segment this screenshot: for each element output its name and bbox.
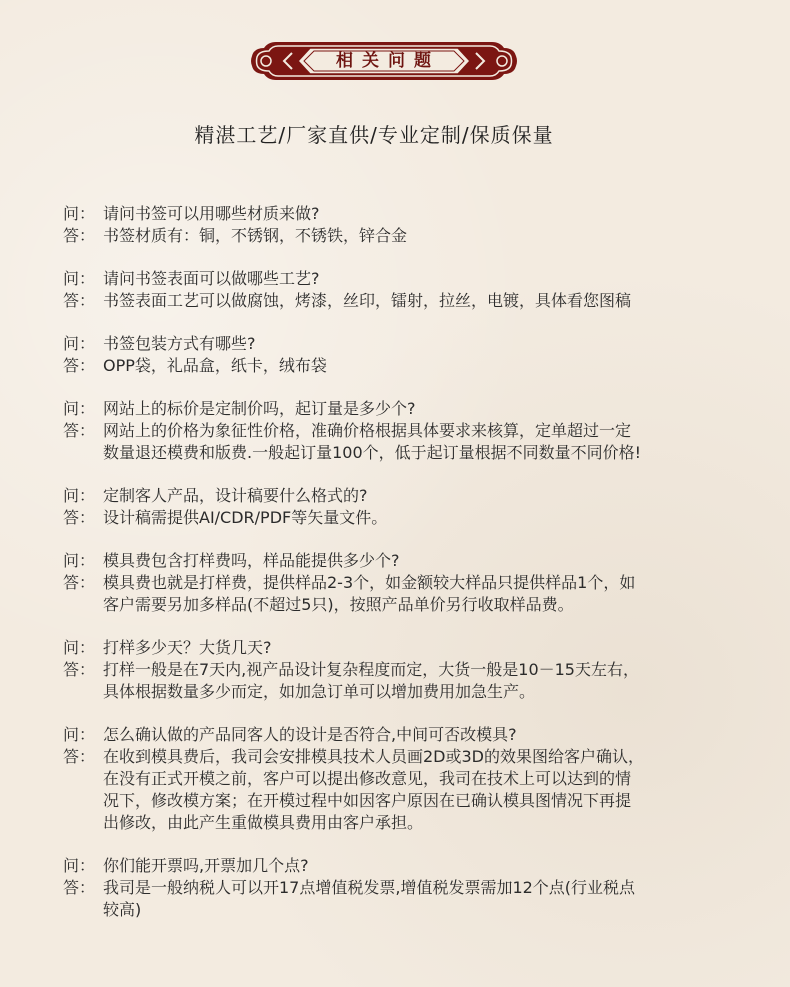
question-text: 网站上的标价是定制价吗，起订量是多少个? xyxy=(103,399,416,418)
question-text: 怎么确认做的产品同客人的设计是否符合,中间可否改模具? xyxy=(103,725,517,744)
answer-indent xyxy=(63,768,103,790)
faq-item xyxy=(63,855,763,921)
answer-text: 设计稿需提供AI/CDR/PDF等矢量文件。 xyxy=(103,508,388,527)
answer-row xyxy=(63,355,763,377)
answer-label: 答： xyxy=(63,878,96,897)
question-label: 问： xyxy=(63,486,96,505)
answer-row xyxy=(63,681,763,703)
faq-list xyxy=(63,203,763,942)
answer-row xyxy=(63,507,763,529)
answer-text: 打样一般是在7天内,视产品设计复杂程度而定，大货一般是10－15天左右， xyxy=(103,660,639,679)
faq-item xyxy=(63,203,763,247)
question-row xyxy=(63,398,763,420)
answer-label: 答： xyxy=(63,660,96,679)
faq-item xyxy=(63,550,763,616)
answer-text: 我司是一般纳税人可以开17点增值税发票,增值税发票需加12个点(行业税点 xyxy=(103,878,636,897)
answer-label: 答： xyxy=(63,291,96,310)
question-label: 问： xyxy=(63,856,96,875)
answer-row xyxy=(63,290,763,312)
section-banner xyxy=(248,38,520,84)
faq-item xyxy=(63,485,763,529)
question-label: 问： xyxy=(63,269,96,288)
question-row xyxy=(63,485,763,507)
answer-row xyxy=(63,659,763,681)
question-row xyxy=(63,550,763,572)
answer-indent xyxy=(63,899,103,921)
answer-text: 模具费也就是打样费，提供样品2-3个，如金额较大样品只提供样品1个，如 xyxy=(103,573,636,592)
question-label: 问： xyxy=(63,399,96,418)
answer-row xyxy=(63,877,763,899)
question-label: 问： xyxy=(63,725,96,744)
question-label: 问： xyxy=(63,638,96,657)
answer-text: 书签表面工艺可以做腐蚀，烤漆，丝印，镭射，拉丝，电镀，具体看您图稿 xyxy=(103,291,632,310)
question-text: 模具费包含打样费吗，样品能提供多少个? xyxy=(103,551,400,570)
question-label: 问： xyxy=(63,204,96,223)
answer-row xyxy=(63,420,763,442)
question-text: 书签包装方式有哪些? xyxy=(103,334,256,353)
faq-item xyxy=(63,398,763,464)
answer-text: 客户需要另加多样品(不超过5只)，按照产品单价另行收取样品费。 xyxy=(103,595,574,614)
answer-row xyxy=(63,572,763,594)
question-text: 请问书签表面可以做哪些工艺? xyxy=(103,269,320,288)
question-row xyxy=(63,203,763,225)
answer-label: 答： xyxy=(63,226,96,245)
answer-label: 答： xyxy=(63,356,96,375)
question-row xyxy=(63,268,763,290)
faq-item xyxy=(63,637,763,703)
question-text: 你们能开票吗,开票加几个点? xyxy=(103,856,309,875)
question-row xyxy=(63,637,763,659)
answer-row xyxy=(63,899,763,921)
answer-text: OPP袋，礼品盒，纸卡，绒布袋 xyxy=(103,356,327,375)
answer-indent xyxy=(63,681,103,703)
answer-indent xyxy=(63,790,103,812)
answer-row xyxy=(63,442,763,464)
answer-text: 具体根据数量多少而定，如加急订单可以增加费用加急生产。 xyxy=(103,682,536,701)
question-row xyxy=(63,855,763,877)
answer-text: 书签材质有：铜，不锈钢，不锈铁，锌合金 xyxy=(103,226,408,245)
answer-label: 答： xyxy=(63,421,96,440)
answer-text: 况下，修改模方案；在开模过程中如因客户原因在已确认模具图情况下再提 xyxy=(103,791,632,810)
question-row xyxy=(63,333,763,355)
answer-indent xyxy=(63,812,103,834)
answer-label: 答： xyxy=(63,747,96,766)
question-row xyxy=(63,724,763,746)
answer-row xyxy=(63,746,763,768)
answer-row xyxy=(63,790,763,812)
faq-item xyxy=(63,724,763,834)
question-text: 打样多少天？大货几天? xyxy=(103,638,272,657)
question-text: 定制客人产品，设计稿要什么格式的? xyxy=(103,486,368,505)
answer-row xyxy=(63,594,763,616)
answer-indent xyxy=(63,594,103,616)
answer-text: 在没有正式开模之前，客户可以提出修改意见，我司在技术上可以达到的情 xyxy=(103,769,632,788)
answer-text: 数量退还模费和版费.一般起订量100个，低于起订量根据不同数量不同价格! xyxy=(103,443,642,462)
faq-item xyxy=(63,268,763,312)
answer-label: 答： xyxy=(63,573,96,592)
answer-text: 出修改，由此产生重做模具费用由客户承担。 xyxy=(103,813,424,832)
question-label: 问： xyxy=(63,551,96,570)
answer-text: 在收到模具费后，我司会安排模具技术人员画2D或3D的效果图给客户确认， xyxy=(103,747,645,766)
question-label: 问： xyxy=(63,334,96,353)
answer-indent xyxy=(63,442,103,464)
answer-row xyxy=(63,812,763,834)
banner-title: 相关问题 xyxy=(336,51,440,71)
question-text: 请问书签可以用哪些材质来做? xyxy=(103,204,320,223)
answer-row xyxy=(63,768,763,790)
answer-text: 较高) xyxy=(103,900,142,919)
answer-row xyxy=(63,225,763,247)
slogan: 精湛工艺/厂家直供/专业定制/保质保量 xyxy=(194,123,554,147)
answer-label: 答： xyxy=(63,508,96,527)
faq-item xyxy=(63,333,763,377)
answer-text: 网站上的价格为象征性价格，准确价格根据具体要求来核算，定单超过一定 xyxy=(103,421,632,440)
